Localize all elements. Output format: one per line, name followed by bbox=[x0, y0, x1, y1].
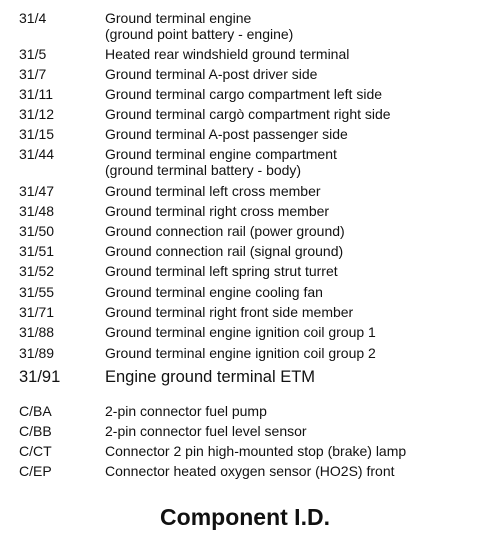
component-description: Ground terminal cargò compartment right side bbox=[105, 106, 391, 122]
component-description: Ground terminal engine ignition coil group 1 bbox=[105, 324, 376, 340]
component-description: Ground terminal cargo compartment left side bbox=[105, 86, 383, 102]
component-description: Engine ground terminal ETM bbox=[105, 368, 316, 386]
component-code: 31/44 bbox=[19, 146, 55, 162]
component-code: C/EP bbox=[19, 463, 52, 479]
component-description: Ground connection rail (signal ground) bbox=[105, 243, 344, 259]
component-code: 31/48 bbox=[19, 203, 55, 219]
component-code: 31/50 bbox=[19, 223, 55, 239]
component-description: Ground terminal right cross member bbox=[105, 203, 330, 219]
component-description: Connector heated oxygen sensor (HO2S) front bbox=[105, 463, 395, 479]
component-description: Ground terminal left cross member bbox=[105, 183, 321, 199]
component-code: 31/55 bbox=[19, 284, 55, 300]
component-description: 2-pin connector fuel pump bbox=[105, 403, 267, 419]
component-code: 31/89 bbox=[19, 345, 55, 361]
component-code: 31/4 bbox=[19, 10, 47, 26]
component-code: 31/91 bbox=[19, 368, 61, 386]
component-code: 31/12 bbox=[19, 106, 55, 122]
component-description: Ground terminal engine cooling fan bbox=[105, 284, 323, 300]
component-code: 31/5 bbox=[19, 46, 47, 62]
component-description: Ground terminal A-post passenger side bbox=[105, 126, 348, 142]
description-line-2: (ground terminal battery - body) bbox=[105, 162, 302, 178]
component-code: 31/51 bbox=[19, 243, 55, 259]
component-description bbox=[105, 10, 293, 42]
component-code: 31/52 bbox=[19, 263, 55, 279]
description-line-1: Ground terminal engine bbox=[105, 10, 252, 26]
description-line-2: (ground point battery - engine) bbox=[105, 26, 294, 42]
component-description: Heated rear windshield ground terminal bbox=[105, 46, 350, 62]
component-code: 31/47 bbox=[19, 183, 55, 199]
component-code: C/CT bbox=[19, 443, 52, 459]
description-line-1: Ground terminal engine compartment bbox=[105, 146, 337, 162]
component-description: Ground terminal engine ignition coil group 2 bbox=[105, 345, 376, 361]
component-description: Connector 2 pin high-mounted stop (brake) lamp bbox=[105, 443, 407, 459]
component-code: 31/7 bbox=[19, 66, 47, 82]
component-description: 2-pin connector fuel level sensor bbox=[105, 423, 307, 439]
component-description: Ground terminal left spring strut turret bbox=[105, 263, 338, 279]
component-code: 31/11 bbox=[19, 86, 53, 102]
component-code: 31/71 bbox=[19, 304, 55, 320]
component-code: C/BB bbox=[19, 423, 52, 439]
component-code: C/BA bbox=[19, 403, 52, 419]
component-description: Ground terminal right front side member bbox=[105, 304, 354, 320]
component-description: Ground connection rail (power ground) bbox=[105, 223, 345, 239]
component-description bbox=[105, 146, 337, 178]
component-description: Ground terminal A-post driver side bbox=[105, 66, 318, 82]
page-title: Component I.D. bbox=[160, 504, 330, 530]
component-code: 31/15 bbox=[19, 126, 55, 142]
component-code: 31/88 bbox=[19, 324, 55, 340]
